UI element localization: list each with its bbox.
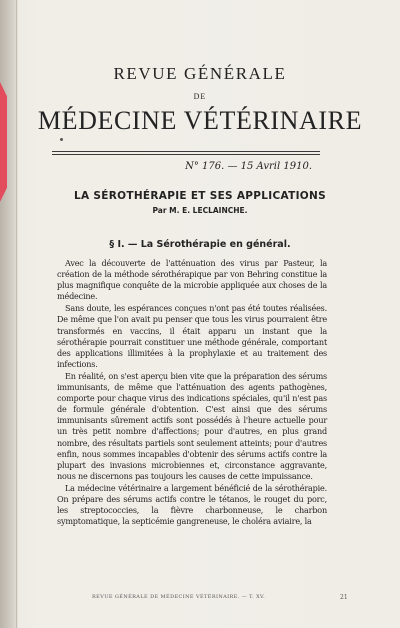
article-title: LA SÉROTHÉRAPIE ET SES APPLICATIONS [74,190,326,202]
page-number: 21 [340,594,348,601]
body-paragraph: La médecine vétérinaire a largement bénéficié de la sérothérapie. On prépare des sérums actifs contre le tétanos, le rouget du porc, les streptococcies, la fièvre charbonneuse, le charbon symptomatique, la septicémie gangreneuse, le choléra aviaire, la [57,482,327,527]
masthead-line-1: REVUE GÉNÉRALE [113,64,287,83]
masthead-rule-bottom [52,154,320,155]
body-paragraph: Avec la découverte de l'atténuation des virus par Pasteur, la création de la méthode sérothérapique par von Behring constitue la plus magnifique conquête de la microbie appliquée aux choses de la médecine. [57,258,327,302]
issue-date: N° 176. — 15 Avril 1910. [185,161,312,172]
running-footer: REVUE GÉNÉRALE DE MÉDECINE VÉTÉRINAIRE. — T. XV. [92,594,266,600]
masthead-rule-top [52,151,320,152]
masthead-line-2: DE [193,92,207,101]
section-heading: § I. — La Sérothérapie en général. [109,239,291,250]
ink-smudge [60,138,63,141]
masthead-line-3: MÉDECINE VÉTÉRINAIRE [37,106,363,135]
article-byline: Par M. E. LECLAINCHE. [152,206,248,215]
body-paragraph: En réalité, on s'est aperçu bien vite que la préparation des sérums immunisants, de même que l'atténuation des agents pathogènes, comporte pour chaque virus des indications spéciales, qu'il n'est pas de formule générale d'obtention. C'est ainsi que des sérums immunisants sûrement actifs sont possédés à l'heure actuelle pour un très petit nombre d'affections; pour d'autres, en plus grand nombre, des résultats partiels sont seulement atteints; pour d'autres enfin, nous sommes incapables d'obtenir des sérums actifs contre la plupart des invasions microbiennes et, circonstance aggravante, nous ne discernons pas toujours les causes de cette impuissance. [57,370,327,481]
body-paragraph: Sans doute, les espérances conçues n'ont pas été toutes réalisées. De même que l'on avait pu penser que tous les virus pourraient être transformés en vaccins, il était apparu un instant que la sérothérapie pourrait constituer une méthode générale, comportant des applications illimitées à la prophylaxie et au traitement des infections. [57,303,327,369]
article-body [57,258,327,528]
